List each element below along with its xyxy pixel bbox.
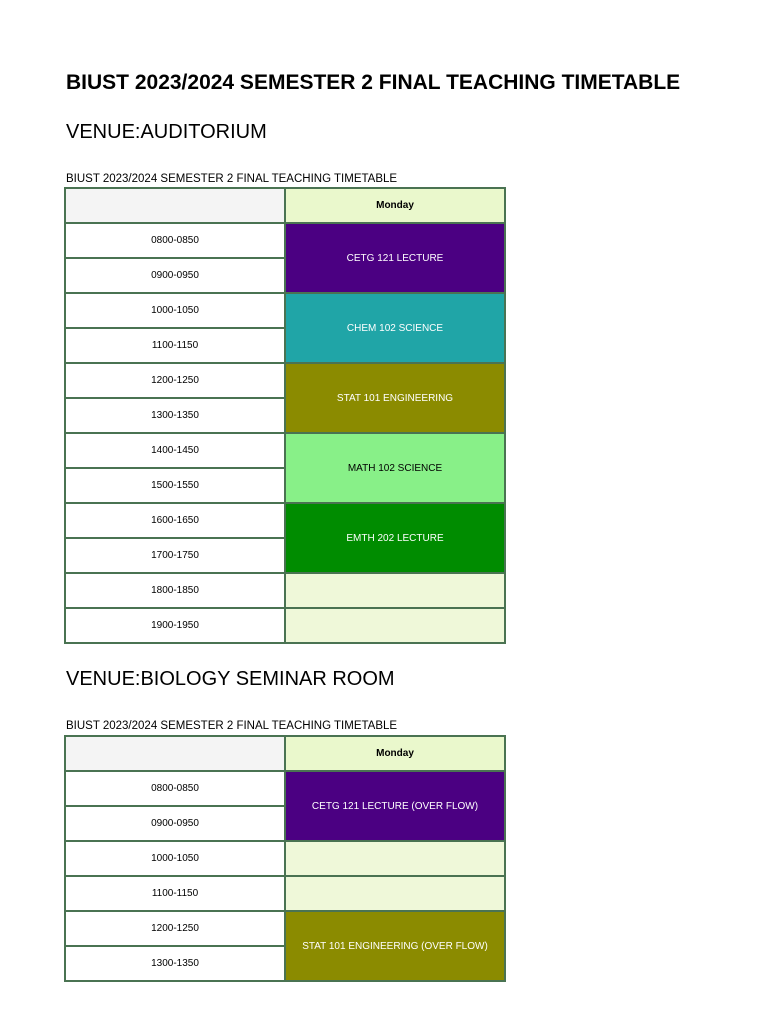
table-row: [65, 841, 505, 876]
timetable-biology-seminar-room: [64, 735, 506, 969]
time-cell: 1700-1750: [65, 538, 285, 573]
table-row: [65, 608, 505, 643]
empty-slot: [285, 841, 505, 876]
class-slot: MATH 102 SCIENCE: [285, 433, 505, 503]
time-cell: 1100-1150: [65, 876, 285, 911]
header-corner-cell: [65, 188, 285, 223]
time-cell: 1500-1550: [65, 468, 285, 503]
table-caption-biology-seminar-room: BIUST 2023/2024 SEMESTER 2 FINAL TEACHING TIMETABLE: [66, 720, 398, 732]
time-cell: 0900-0950: [65, 806, 285, 841]
timetable-grid: [64, 735, 506, 982]
time-cell: 1400-1450: [65, 433, 285, 468]
class-slot: CETG 121 LECTURE: [285, 223, 505, 293]
page-title: BIUST 2023/2024 SEMESTER 2 FINAL TEACHING TIMETABLE: [66, 71, 681, 94]
time-cell: 0800-0850: [65, 771, 285, 806]
time-cell: 1800-1850: [65, 573, 285, 608]
venue-title-biology-seminar-room: VENUE:BIOLOGY SEMINAR ROOM: [66, 668, 395, 690]
day-header-monday: Monday: [285, 188, 505, 223]
empty-slot: [285, 608, 505, 643]
header-row: [65, 188, 505, 223]
time-cell: 1300-1350: [65, 398, 285, 433]
table-row: [65, 771, 505, 806]
empty-slot: [285, 573, 505, 608]
timetable-grid: [64, 187, 506, 644]
venue-title-auditorium: VENUE:AUDITORIUM: [66, 121, 267, 143]
time-cell: 1200-1250: [65, 363, 285, 398]
time-cell: 1200-1250: [65, 911, 285, 946]
timetable-auditorium: [64, 187, 506, 664]
table-caption-auditorium: BIUST 2023/2024 SEMESTER 2 FINAL TEACHING TIMETABLE: [66, 173, 398, 185]
table-row: [65, 503, 505, 538]
time-cell: 0800-0850: [65, 223, 285, 258]
table-row: [65, 876, 505, 911]
time-cell: 1300-1350: [65, 946, 285, 981]
time-cell: 1000-1050: [65, 293, 285, 328]
class-slot: STAT 101 ENGINEERING: [285, 363, 505, 433]
table-row: [65, 363, 505, 398]
table-row: [65, 433, 505, 468]
time-cell: 1900-1950: [65, 608, 285, 643]
class-slot: CHEM 102 SCIENCE: [285, 293, 505, 363]
table-row: [65, 293, 505, 328]
class-slot: STAT 101 ENGINEERING (OVER FLOW): [285, 911, 505, 981]
table-row: [65, 573, 505, 608]
time-cell: 1600-1650: [65, 503, 285, 538]
time-cell: 1100-1150: [65, 328, 285, 363]
table-row: [65, 223, 505, 258]
header-row: [65, 736, 505, 771]
time-cell: 0900-0950: [65, 258, 285, 293]
class-slot: EMTH 202 LECTURE: [285, 503, 505, 573]
empty-slot: [285, 876, 505, 911]
class-slot: CETG 121 LECTURE (OVER FLOW): [285, 771, 505, 841]
time-cell: 1000-1050: [65, 841, 285, 876]
table-row: [65, 911, 505, 946]
day-header-monday: Monday: [285, 736, 505, 771]
header-corner-cell: [65, 736, 285, 771]
